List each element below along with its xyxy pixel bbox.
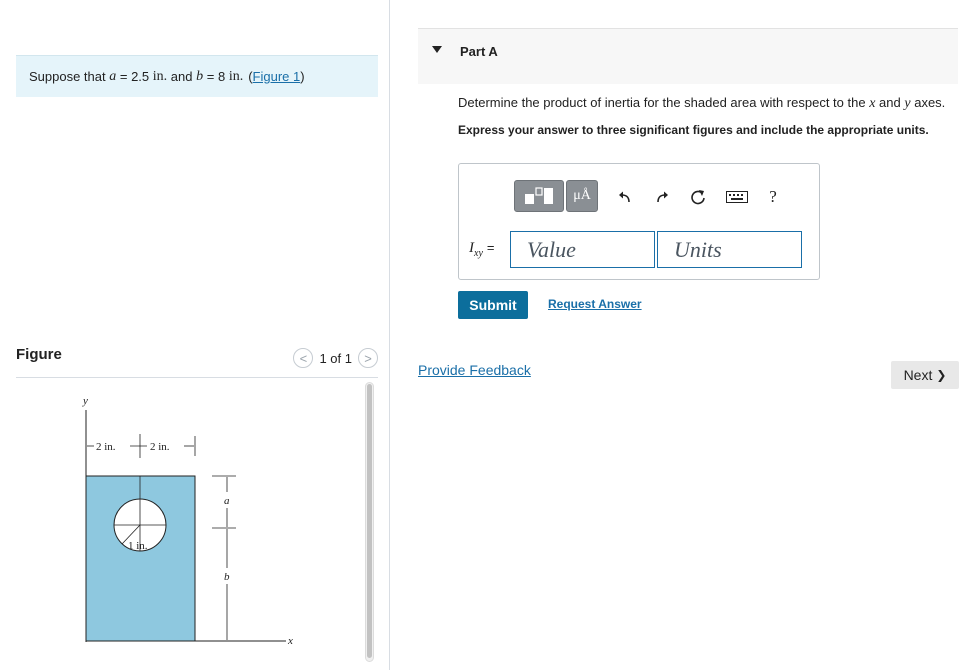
help-button[interactable]	[762, 186, 784, 208]
answer-instruction: Express your answer to three significant figures and include the appropriate units.	[458, 123, 929, 137]
dim-label-right: 2 in.	[150, 441, 170, 453]
scrollbar-thumb[interactable]	[367, 384, 372, 658]
submit-button[interactable]: Submit	[458, 291, 528, 319]
dim-b-label: b	[224, 571, 230, 583]
figure-pager	[293, 348, 378, 368]
units-input[interactable]: Units	[657, 231, 802, 268]
figure-diagram	[16, 380, 378, 665]
pager-text: 1 of 1	[319, 350, 352, 366]
prev-figure-button[interactable]	[293, 348, 313, 368]
next-button[interactable]	[891, 361, 959, 389]
a-eq: = 2.5	[119, 69, 150, 84]
and-word: and	[170, 69, 193, 84]
next-figure-button[interactable]	[358, 348, 378, 368]
right-pane	[391, 0, 976, 670]
provide-feedback-link[interactable]: Provide Feedback	[418, 362, 531, 378]
dim-label-left: 2 in.	[96, 441, 116, 453]
reset-icon[interactable]	[687, 186, 709, 208]
part-header[interactable]	[418, 28, 958, 84]
problem-statement	[16, 55, 378, 97]
next-button-label: Next	[903, 367, 933, 383]
answer-label-sub: xy	[474, 248, 483, 259]
b-eq: = 8	[206, 69, 226, 84]
answer-label	[469, 240, 494, 259]
link-close: )	[300, 69, 305, 84]
units-button-label: μÅ	[573, 188, 591, 203]
problem-prefix: Suppose that	[29, 69, 106, 84]
x-axis-label: x	[288, 635, 293, 647]
figure-link[interactable]: Figure 1	[252, 69, 301, 84]
part-title: Part A	[460, 44, 498, 59]
help-icon: ?	[769, 187, 777, 206]
templates-icon	[522, 186, 556, 206]
keyboard-icon[interactable]	[724, 186, 750, 208]
b-unit: in.	[228, 68, 244, 84]
undo-icon[interactable]	[614, 186, 636, 208]
figure-header	[16, 340, 378, 378]
link-open: (	[248, 69, 253, 84]
chevron-right-icon: >	[364, 350, 372, 366]
figure-scrollbar[interactable]	[365, 382, 374, 662]
a-unit: in.	[152, 68, 168, 84]
chevron-left-icon: <	[299, 350, 308, 366]
toolbar-button-group	[514, 180, 598, 212]
var-a: a	[109, 68, 117, 84]
units-button[interactable]	[566, 180, 598, 212]
question-prefix: Determine the product of inertia for the shaded area with respect to the	[458, 95, 866, 110]
question-text	[458, 95, 968, 112]
left-pane	[0, 0, 390, 670]
value-input[interactable]: Value	[510, 231, 655, 268]
figure-title: Figure	[16, 346, 62, 363]
y-axis-label: y	[83, 395, 88, 407]
answer-label-eq: =	[486, 240, 495, 255]
question-suffix: axes.	[914, 95, 946, 110]
collapse-triangle-icon[interactable]	[432, 46, 442, 53]
redo-icon[interactable]	[651, 186, 673, 208]
radius-label: 1 in.	[128, 540, 148, 552]
question-y: y	[904, 96, 911, 111]
question-and: and	[879, 95, 901, 110]
figure-image	[16, 380, 378, 665]
request-answer-link[interactable]: Request Answer	[548, 297, 642, 311]
answer-box	[458, 163, 820, 280]
answer-label-main: I	[469, 240, 474, 256]
templates-button[interactable]	[514, 180, 564, 212]
dim-a-label: a	[224, 495, 230, 507]
question-x: x	[869, 96, 876, 111]
chevron-right-icon: ❯	[936, 368, 947, 382]
var-b: b	[196, 68, 204, 84]
